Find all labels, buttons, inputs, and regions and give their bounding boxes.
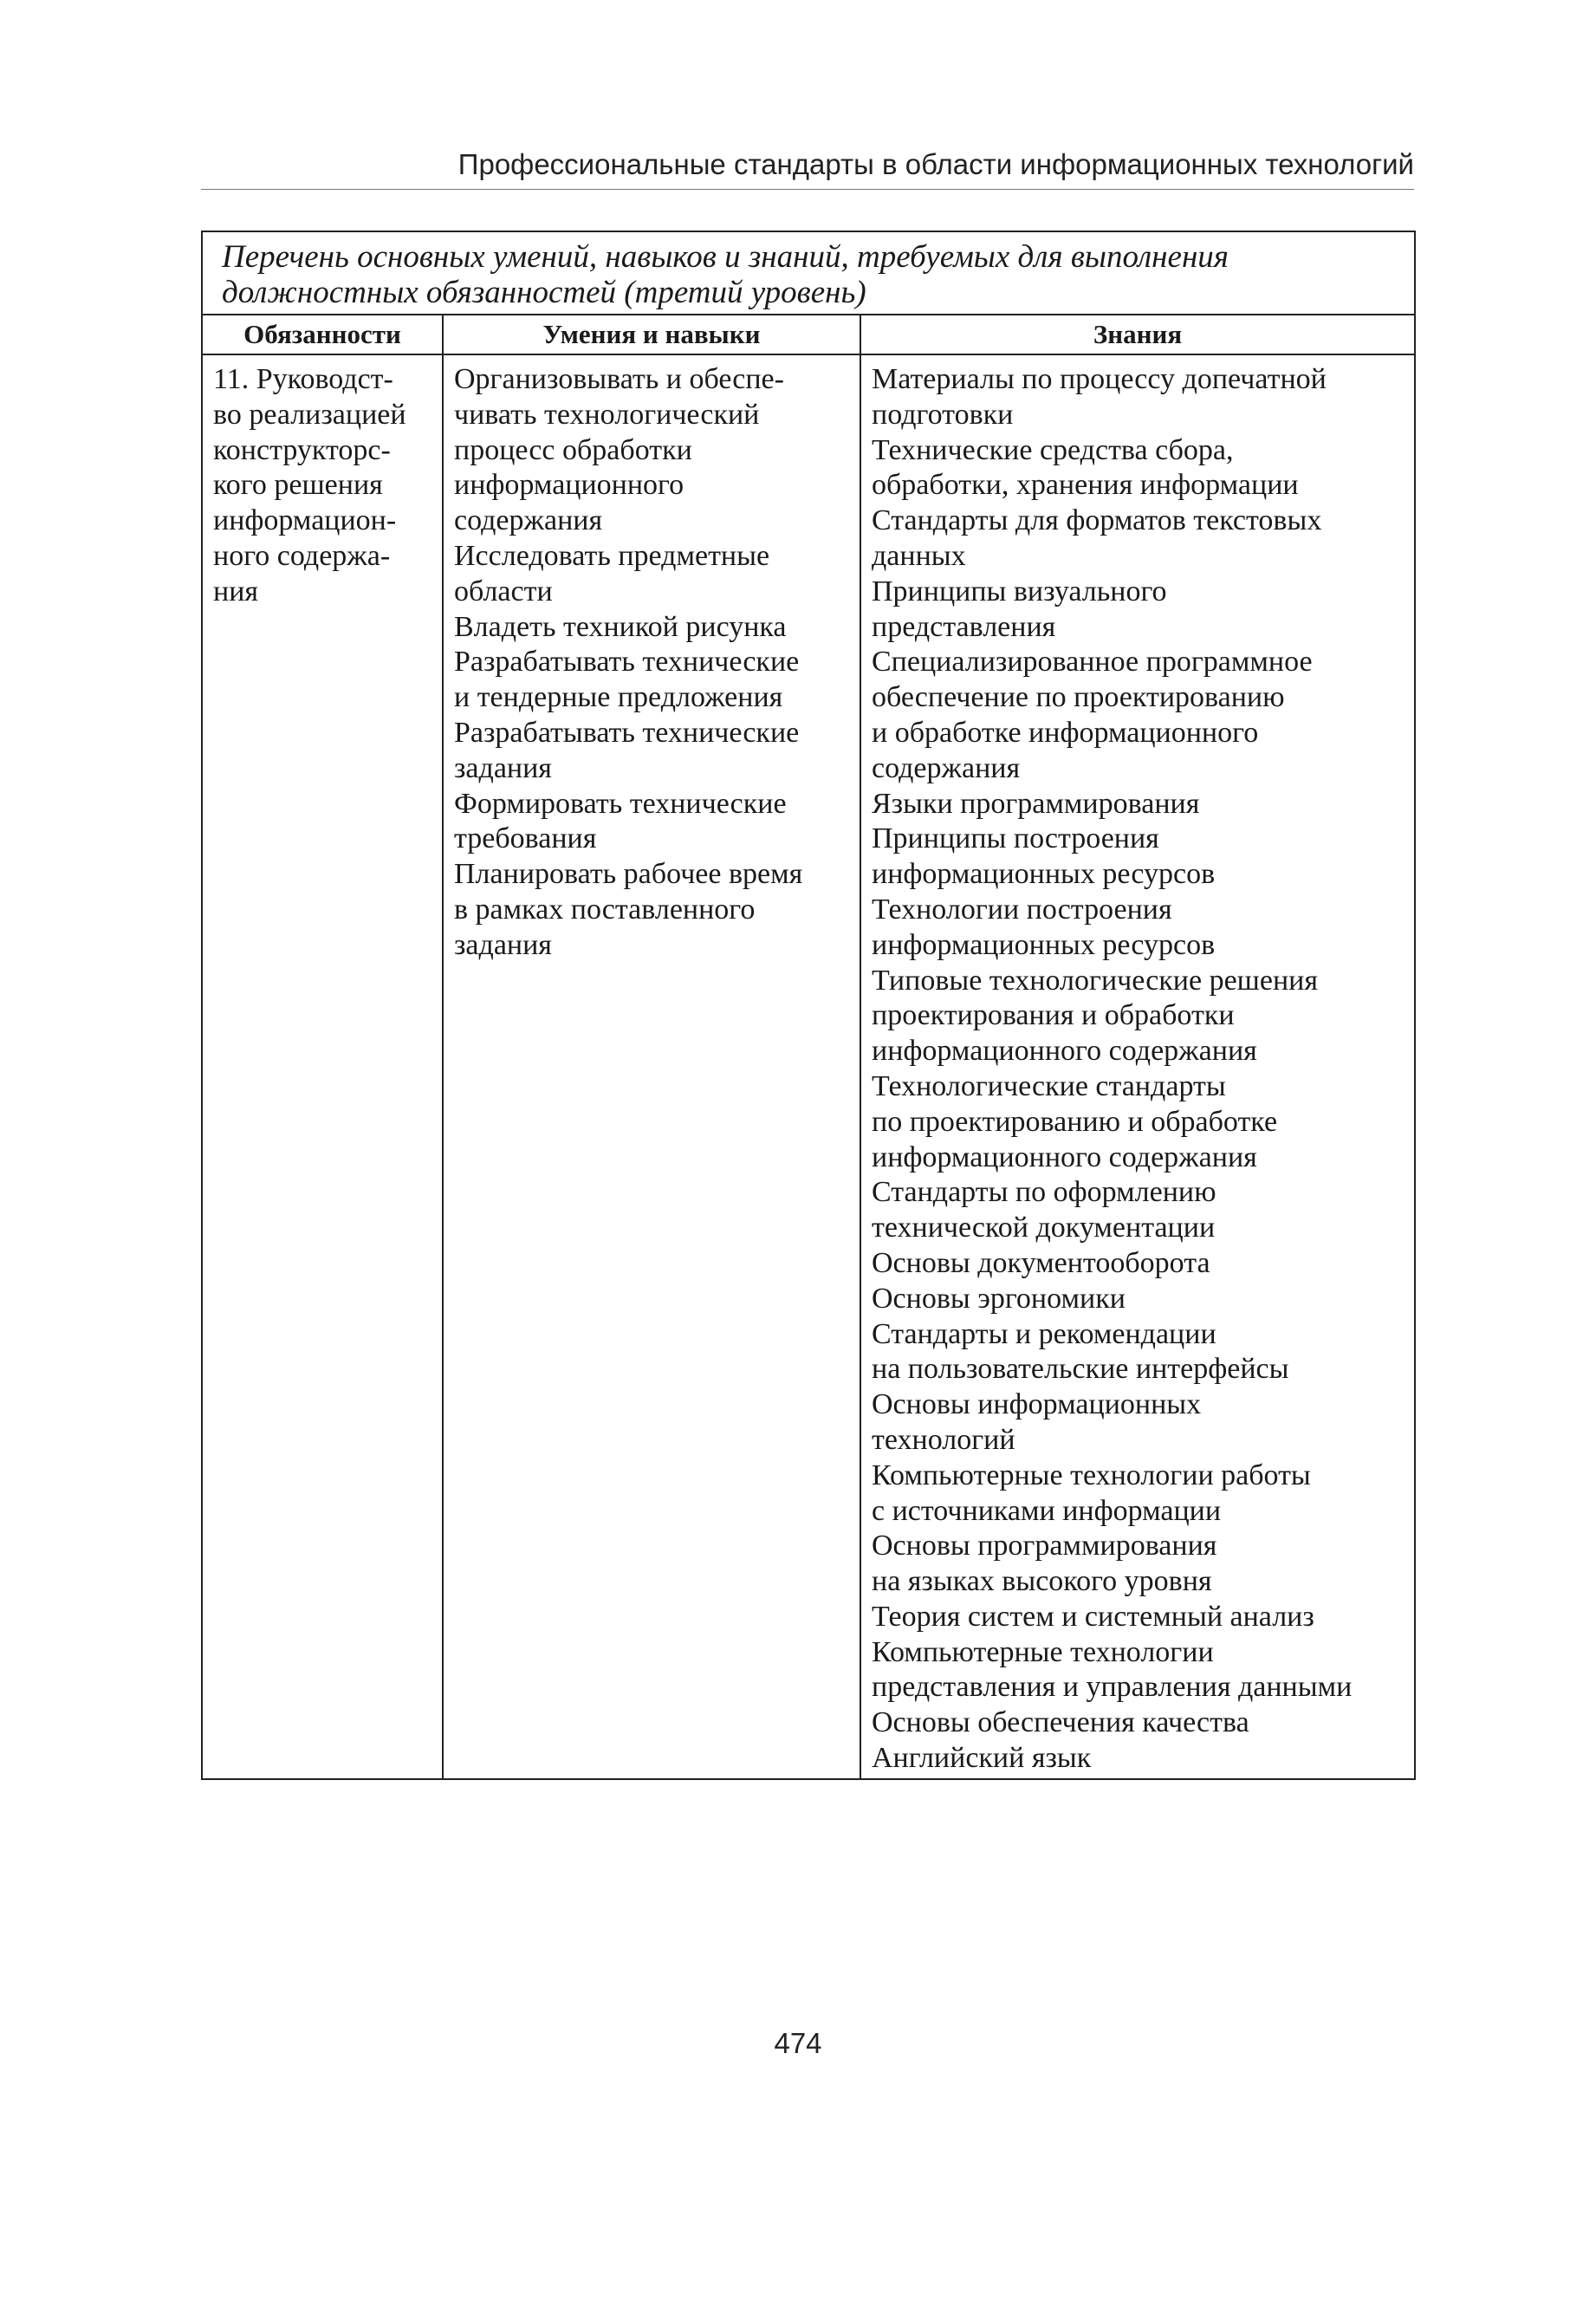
- column-header-knowledge: Знания: [860, 315, 1415, 354]
- cell-line: Технологические стандарты: [872, 1069, 1226, 1102]
- cell-line: информационных ресурсов: [872, 928, 1216, 961]
- cell-line: содержания: [454, 504, 603, 537]
- cell-line: Компьютерные технологии работы: [872, 1459, 1311, 1491]
- cell-line: информационного: [454, 469, 684, 502]
- cell-line: задания: [454, 928, 552, 961]
- cell-line: по проектированию и обработке: [872, 1105, 1278, 1138]
- cell-line: представления: [872, 610, 1056, 643]
- table-row: [202, 354, 1415, 1779]
- cell-line: в рамках поставленного: [454, 893, 756, 926]
- cell-line: задания: [454, 751, 552, 784]
- cell-line: процесс обработки: [454, 433, 692, 466]
- caption-line: Перечень основных умений, навыков и знаний, требуемых для выполнения: [222, 239, 1229, 275]
- cell-line: Английский язык: [872, 1742, 1092, 1775]
- cell-line: кого решения: [213, 469, 383, 502]
- cell-line: Формировать технические: [454, 787, 787, 820]
- cell-line: Основы эргономики: [872, 1282, 1126, 1315]
- cell-line: представления и управления данными: [872, 1671, 1353, 1704]
- cell-line: области: [454, 575, 553, 607]
- cell-line: на пользовательские интерфейсы: [872, 1353, 1289, 1386]
- cell-line: Технические средства сбора,: [872, 433, 1234, 466]
- cell-line: на языках высокого уровня: [872, 1565, 1212, 1598]
- cell-line: информационных ресурсов: [872, 858, 1216, 891]
- cell-line: Типовые технологические решения: [872, 964, 1318, 997]
- cell-line: во реализацией: [213, 398, 406, 431]
- cell-line: Материалы по процессу допечатной: [872, 363, 1327, 395]
- header-row: [202, 315, 1415, 354]
- competency-table: [201, 231, 1416, 1780]
- cell-line: и тендерные предложения: [454, 681, 783, 714]
- cell-line: информационного содержания: [872, 1035, 1257, 1068]
- cell-line: содержания: [872, 751, 1021, 784]
- cell-line: Принципы визуального: [872, 575, 1167, 607]
- cell-line: Принципы построения: [872, 822, 1159, 855]
- cell-line: обеспечение по проектированию: [872, 681, 1285, 714]
- cell-line: Планировать рабочее время: [454, 858, 803, 891]
- duties-cell: [202, 354, 443, 1779]
- cell-line: Технологии построения: [872, 893, 1172, 926]
- cell-line: Основы обеспечения качества: [872, 1706, 1249, 1739]
- cell-line: с источниками информации: [872, 1494, 1222, 1527]
- cell-line: технической документации: [872, 1212, 1216, 1244]
- cell-line: технологий: [872, 1423, 1015, 1456]
- cell-line: Разрабатывать технические: [454, 716, 800, 749]
- cell-line: Основы программирования: [872, 1530, 1217, 1563]
- cell-line: информационного содержания: [872, 1140, 1257, 1173]
- cell-line: конструкторс-: [213, 433, 391, 466]
- cell-line: Теория систем и системный анализ: [872, 1600, 1314, 1633]
- cell-line: чивать технологический: [454, 398, 760, 431]
- header-rule: [201, 189, 1414, 190]
- table-caption: [202, 231, 1415, 315]
- caption-line: должностных обязанностей (третий уровень): [222, 275, 866, 310]
- cell-line: подготовки: [872, 398, 1014, 431]
- cell-line: 11. Руководст-: [213, 363, 393, 395]
- cell-line: Компьютерные технологии: [872, 1635, 1214, 1668]
- cell-line: информацион-: [213, 504, 397, 537]
- cell-line: Организовывать и обеспе-: [454, 363, 784, 395]
- cell-line: Языки программирования: [872, 787, 1200, 820]
- cell-line: обработки, хранения информации: [872, 469, 1299, 502]
- cell-line: Специализированное программное: [872, 646, 1313, 679]
- cell-line: требования: [454, 822, 597, 855]
- cell-line: данных: [872, 539, 966, 572]
- cell-line: Стандарты по оформлению: [872, 1176, 1216, 1209]
- page-number: 474: [774, 2027, 822, 2059]
- cell-line: Стандарты и рекомендации: [872, 1317, 1216, 1350]
- cell-line: и обработке информационного: [872, 716, 1259, 749]
- knowledge-cell: [860, 354, 1415, 1779]
- caption-row: [202, 231, 1415, 315]
- skills-cell: [443, 354, 860, 1779]
- cell-line: Исследовать предметные: [454, 539, 770, 572]
- cell-line: Основы документооборота: [872, 1246, 1210, 1279]
- cell-line: ния: [213, 575, 259, 607]
- column-header-duties: Обязанности: [202, 315, 443, 354]
- running-header: Профессиональные стандарты в области информационных технологий: [457, 148, 1414, 180]
- cell-line: Владеть техникой рисунка: [454, 610, 787, 643]
- cell-line: Разрабатывать технические: [454, 646, 800, 679]
- cell-line: проектирования и обработки: [872, 999, 1235, 1032]
- cell-line: Стандарты для форматов текстовых: [872, 504, 1322, 537]
- cell-line: Основы информационных: [872, 1388, 1202, 1421]
- column-header-skills: Умения и навыки: [443, 315, 860, 354]
- cell-line: ного содержа-: [213, 539, 391, 572]
